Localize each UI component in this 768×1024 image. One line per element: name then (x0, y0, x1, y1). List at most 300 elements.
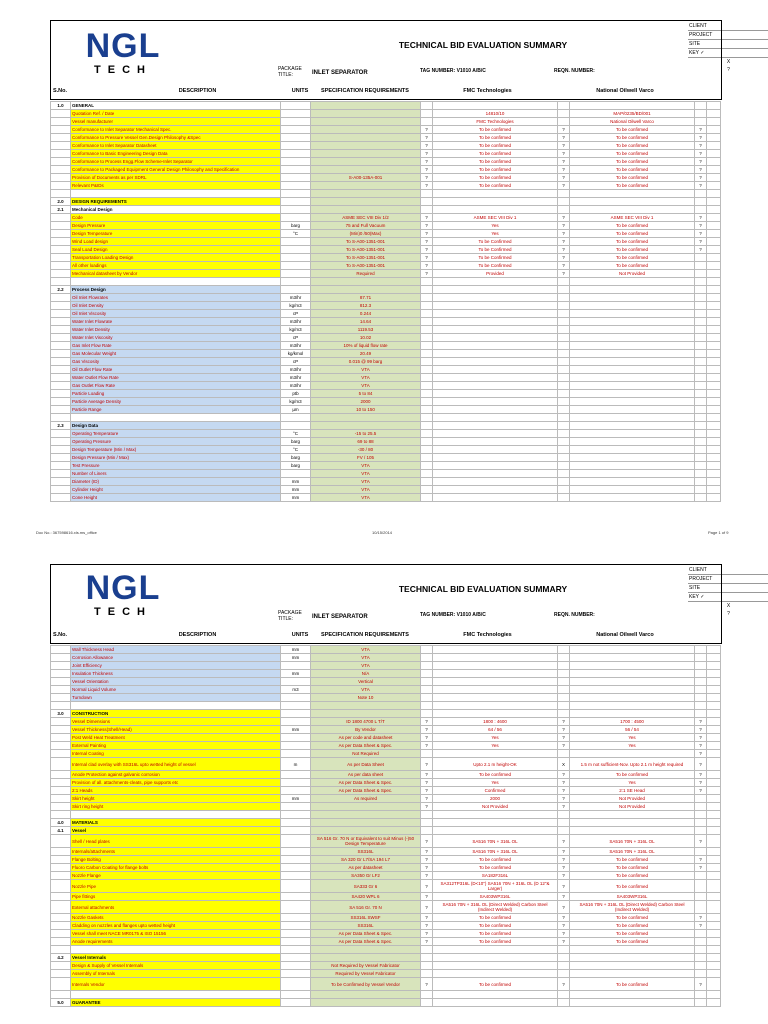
description-cell: Corrosion Allowance (71, 654, 281, 662)
table-row (51, 803, 721, 811)
vendor1-cell (433, 446, 558, 454)
blank-cell (707, 962, 721, 970)
blank-cell (707, 734, 721, 742)
spec-cell: VTA (311, 686, 421, 694)
vendor1-cell (433, 374, 558, 382)
units-cell: m3/hr (281, 366, 311, 374)
vendor1-flag-cell (421, 819, 433, 827)
status-flag-cell (695, 350, 707, 358)
vendor1-cell: To be Confirmed (433, 238, 558, 246)
spec-cell: -30 / 80 (311, 446, 421, 454)
spec-cell (311, 954, 421, 962)
units-cell (281, 999, 311, 1007)
units-cell: mm (281, 670, 311, 678)
description-cell: Particle Loading (71, 390, 281, 398)
table-row (51, 880, 721, 893)
status-flag-cell: ? (695, 750, 707, 758)
blank-cell (707, 856, 721, 864)
vendor2-cell: Yes (570, 734, 695, 742)
description-cell: Turndown (71, 694, 281, 702)
vendor1-flag-cell (421, 366, 433, 374)
vendor2-flag-cell: ? (558, 803, 570, 811)
table-row (51, 694, 721, 702)
vendor1-flag-cell (421, 962, 433, 970)
blank-cell (707, 999, 721, 1007)
vendor1-flag-cell (421, 494, 433, 502)
description-cell: Skirt height (71, 795, 281, 803)
status-flag-cell (695, 382, 707, 390)
spec-cell: As per data sheet (311, 771, 421, 779)
table-row (51, 166, 721, 174)
spec-cell (311, 803, 421, 811)
sno-cell (51, 835, 71, 848)
vendor2-flag-cell (558, 654, 570, 662)
units-cell (281, 414, 311, 422)
units-cell: °C (281, 446, 311, 454)
package-value: INLET SEPARATOR (312, 70, 368, 76)
blank-cell (707, 254, 721, 262)
units-cell (281, 771, 311, 779)
blank-cell (707, 803, 721, 811)
description-cell: Particle Range (71, 406, 281, 414)
description-cell: Vessel shall meet NACE MR0175 & ISO 15156 (71, 930, 281, 938)
units-cell (281, 702, 311, 710)
blank-cell (707, 702, 721, 710)
sno-cell (51, 718, 71, 726)
vendor2-flag-cell: ? (558, 150, 570, 158)
sno-cell (51, 922, 71, 930)
vendor1-flag-cell (421, 310, 433, 318)
vendor1-cell (433, 470, 558, 478)
sno-cell (51, 126, 71, 134)
spec-cell: 75 and Full Vacuum (311, 222, 421, 230)
description-cell: Gas Molecular Weight (71, 350, 281, 358)
vendor2-cell (570, 694, 695, 702)
spec-cell (311, 999, 421, 1007)
vendor2-cell: To be confirmed (570, 222, 695, 230)
sno-cell (51, 358, 71, 366)
vendor2-cell: Yes (570, 779, 695, 787)
description-cell: Provision of all. attachments-cleats, pipe supports etc (71, 779, 281, 787)
table-row (51, 827, 721, 835)
spec-cell (311, 946, 421, 954)
spec-cell (311, 710, 421, 718)
spec-cell: Required by Vessel Fabricator (311, 970, 421, 978)
description-cell: Cylinder Height (71, 486, 281, 494)
key-x: X (726, 59, 731, 65)
vendor1-flag-cell: ? (421, 182, 433, 190)
sno-cell: 2.0 (51, 198, 71, 206)
sno-cell (51, 262, 71, 270)
spec-cell (311, 134, 421, 142)
spec-cell: 20.49 (311, 350, 421, 358)
vendor1-flag-cell: ? (421, 166, 433, 174)
vendor2-flag-cell (558, 366, 570, 374)
table-row (51, 991, 721, 999)
status-flag-cell (695, 462, 707, 470)
vendor2-cell (570, 366, 695, 374)
table-row (51, 398, 721, 406)
spec-cell: To S-A00-1351-001 (311, 246, 421, 254)
table-row (51, 970, 721, 978)
spec-cell: VTA (311, 374, 421, 382)
blank-cell (707, 758, 721, 771)
spec-cell: SA333 Gr 6 (311, 880, 421, 893)
sno-cell (51, 142, 71, 150)
units-cell (281, 946, 311, 954)
vendor1-cell (433, 750, 558, 758)
vendor1-cell (433, 827, 558, 835)
description-cell: Anode Protection against galvanic corrosion (71, 771, 281, 779)
spec-cell: 69 to 88 (311, 438, 421, 446)
blank-cell (707, 374, 721, 382)
vendor1-flag-cell: ? (421, 270, 433, 278)
units-cell (281, 901, 311, 914)
vendor1-cell (433, 462, 558, 470)
vendor1-cell (433, 494, 558, 502)
vendor2-cell: 56 / 54 (570, 726, 695, 734)
status-flag-cell: ? (695, 864, 707, 872)
table-row (51, 246, 721, 254)
status-flag-cell (695, 494, 707, 502)
blank-cell (707, 334, 721, 342)
units-cell: cP (281, 310, 311, 318)
status-flag-cell (695, 302, 707, 310)
blank-cell (707, 742, 721, 750)
blank-cell (707, 470, 721, 478)
table-row (51, 999, 721, 1007)
vendor2-cell (570, 286, 695, 294)
description-cell: Oil Inlet Flowrates (71, 294, 281, 302)
status-flag-cell (695, 827, 707, 835)
vendor2-flag-cell: ? (558, 222, 570, 230)
vendor1-cell: To be confirmed (433, 182, 558, 190)
vendor1-flag-cell (421, 486, 433, 494)
vendor2-flag-cell: ? (558, 718, 570, 726)
vendor1-cell (433, 102, 558, 110)
table-row (51, 486, 721, 494)
vendor1-flag-cell: ? (421, 835, 433, 848)
vendor2-flag-cell: ? (558, 938, 570, 946)
vendor1-flag-cell: ? (421, 872, 433, 880)
description-cell: Conformance to Inlet Separator Mechanical Spec. (71, 126, 281, 134)
vendor2-cell (570, 478, 695, 486)
status-flag-cell (695, 880, 707, 893)
sno-cell (51, 342, 71, 350)
sno-cell (51, 182, 71, 190)
description-cell: DESIGN REQUIREMENTS (71, 198, 281, 206)
table-row (51, 750, 721, 758)
units-cell (281, 110, 311, 118)
units-cell (281, 734, 311, 742)
units-cell (281, 827, 311, 835)
units-cell (281, 150, 311, 158)
vendor2-cell (570, 422, 695, 430)
description-cell: Anode requirements (71, 938, 281, 946)
description-cell: Internal clad overlay with SS316L upto wetted height of vessel (71, 758, 281, 771)
vendor1-cell: To be confirmed (433, 864, 558, 872)
status-flag-cell: ? (695, 246, 707, 254)
vendor1-flag-cell: ? (421, 742, 433, 750)
status-flag-cell (695, 318, 707, 326)
table-row (51, 478, 721, 486)
blank-cell (707, 819, 721, 827)
spec-cell: VTA (311, 470, 421, 478)
units-cell: barg (281, 438, 311, 446)
vendor1-flag-cell: ? (421, 254, 433, 262)
blank-cell (707, 872, 721, 880)
spec-cell: 14.64 (311, 318, 421, 326)
description-cell: Relevant P&IDs (71, 182, 281, 190)
vendor1-flag-cell (421, 278, 433, 286)
table-row (51, 734, 721, 742)
units-cell (281, 718, 311, 726)
blank-cell (707, 382, 721, 390)
blank-cell (707, 654, 721, 662)
vendor2-flag-cell: ? (558, 158, 570, 166)
spec-cell (311, 150, 421, 158)
key-question: ? (727, 67, 730, 73)
description-cell: Pipe fittings (71, 893, 281, 901)
vendor1-flag-cell (421, 350, 433, 358)
table-row (51, 222, 721, 230)
blank-cell (707, 422, 721, 430)
vendor1-cell (433, 398, 558, 406)
blank-cell (707, 262, 721, 270)
status-flag-cell (695, 938, 707, 946)
col-vendor1: FMC Technologies (463, 88, 512, 94)
vendor2-cell: SA403WP316L (570, 893, 695, 901)
sno-cell (51, 174, 71, 182)
reqn-number: REQN. NUMBER: (554, 612, 595, 618)
status-flag-cell (695, 646, 707, 654)
spec-cell (311, 190, 421, 198)
sno-cell (51, 734, 71, 742)
key-label: KEY ✓ (688, 593, 768, 602)
vendor2-flag-cell: ? (558, 230, 570, 238)
vendor2-flag-cell (558, 310, 570, 318)
description-cell: Vessel (71, 827, 281, 835)
sno-cell (51, 991, 71, 999)
table-row (51, 382, 721, 390)
status-flag-cell: ? (695, 978, 707, 991)
vendor1-cell: To be confirmed (433, 134, 558, 142)
spec-cell: SS316L (311, 922, 421, 930)
table-row (51, 710, 721, 718)
blank-cell (707, 406, 721, 414)
spec-cell: Not Required by Vessel Fabricator (311, 962, 421, 970)
sno-cell (51, 864, 71, 872)
blank-cell (707, 901, 721, 914)
vendor1-cell (433, 334, 558, 342)
sno-cell (51, 779, 71, 787)
vendor1-flag-cell (421, 302, 433, 310)
units-cell (281, 278, 311, 286)
sno-cell (51, 222, 71, 230)
vendor1-flag-cell (421, 438, 433, 446)
key-site: SITE (688, 584, 768, 593)
sno-cell (51, 880, 71, 893)
vendor2-cell: MAP/0235/BD/001 (570, 110, 695, 118)
vendor2-cell (570, 198, 695, 206)
vendor1-cell: SA312TP316L (D<10") SA516 70N + 316L OL (D 12"& Larger) (433, 880, 558, 893)
vendor2-flag-cell: ? (558, 914, 570, 922)
description-cell: GUARANTEE (71, 999, 281, 1007)
blank-cell (707, 126, 721, 134)
vendor1-flag-cell (421, 686, 433, 694)
table-row (51, 771, 721, 779)
vendor1-flag-cell: ? (421, 856, 433, 864)
table-row (51, 811, 721, 819)
blank-cell (707, 946, 721, 954)
units-cell (281, 470, 311, 478)
spec-cell: Vertical (311, 678, 421, 686)
units-cell (281, 422, 311, 430)
vendor1-flag-cell: ? (421, 718, 433, 726)
status-flag-cell: ? (695, 771, 707, 779)
vendor1-cell (433, 438, 558, 446)
description-cell: Shell / Head plates (71, 835, 281, 848)
status-flag-cell (695, 999, 707, 1007)
vendor1-cell (433, 294, 558, 302)
description-cell: Assembly of Internals (71, 970, 281, 978)
spec-cell (311, 198, 421, 206)
units-cell (281, 190, 311, 198)
vendor1-flag-cell (421, 991, 433, 999)
status-flag-cell (695, 294, 707, 302)
vendor2-cell: To be confirmed (570, 978, 695, 991)
description-cell: Operating Temperature (71, 430, 281, 438)
sno-cell (51, 134, 71, 142)
vendor2-flag-cell (558, 334, 570, 342)
description-cell: Provision of Documents as per SDRL (71, 174, 281, 182)
units-cell: mm (281, 654, 311, 662)
blank-cell (707, 222, 721, 230)
vendor2-cell (570, 678, 695, 686)
vendor2-flag-cell: ? (558, 978, 570, 991)
vendor2-flag-cell: ? (558, 779, 570, 787)
description-cell (71, 811, 281, 819)
status-flag-cell: ? (695, 726, 707, 734)
spec-cell (311, 142, 421, 150)
status-flag-cell (695, 118, 707, 126)
vendor2-flag-cell (558, 278, 570, 286)
description-cell: Number of Liners (71, 470, 281, 478)
description-cell (71, 414, 281, 422)
status-flag-cell (695, 872, 707, 880)
table-row (51, 102, 721, 110)
status-flag-cell: ? (695, 150, 707, 158)
sno-cell (51, 686, 71, 694)
description-cell: Design Pressure (71, 222, 281, 230)
vendor1-flag-cell: ? (421, 914, 433, 922)
sno-cell (51, 771, 71, 779)
vendor2-flag-cell: ? (558, 880, 570, 893)
spec-cell: -15 to 25.5 (311, 430, 421, 438)
spec-cell: VTA (311, 382, 421, 390)
vendor1-cell (433, 382, 558, 390)
vendor2-cell: Not Provided (570, 803, 695, 811)
table-row (51, 856, 721, 864)
blank-cell (707, 134, 721, 142)
vendor1-cell: SA182F316L (433, 872, 558, 880)
vendor2-flag-cell (558, 422, 570, 430)
vendor1-flag-cell (421, 811, 433, 819)
table-row (51, 795, 721, 803)
blank-cell (707, 318, 721, 326)
spec-cell: FV / 105 (311, 454, 421, 462)
table-row (51, 270, 721, 278)
spec-cell: As per Data Sheet & Spec. (311, 787, 421, 795)
vendor2-cell: To be confirmed (570, 938, 695, 946)
description-cell: Skirt ring height (71, 803, 281, 811)
table-row (51, 864, 721, 872)
status-flag-cell: ? (695, 779, 707, 787)
blank-cell (707, 914, 721, 922)
units-cell (281, 922, 311, 930)
vendor2-cell: To be confirmed (570, 872, 695, 880)
vendor2-flag-cell: ? (558, 835, 570, 848)
blank-cell (707, 848, 721, 856)
vendor2-flag-cell (558, 102, 570, 110)
vendor2-cell: To be confirmed (570, 174, 695, 182)
vendor2-flag-cell (558, 710, 570, 718)
vendor1-cell (433, 414, 558, 422)
vendor1-cell: Yes (433, 230, 558, 238)
sno-cell (51, 938, 71, 946)
spec-cell: 1119.53 (311, 326, 421, 334)
reqn-number: REQN. NUMBER: (554, 68, 595, 74)
vendor1-flag-cell: ? (421, 246, 433, 254)
footer-doc-no: Doc No.: 367598616.xls.ms_office (36, 530, 97, 535)
description-cell: Oil Outlet Flow Rate (71, 366, 281, 374)
vendor2-cell (570, 750, 695, 758)
table-row (51, 494, 721, 502)
spec-cell: SS316L (311, 848, 421, 856)
description-cell: GENERAL (71, 102, 281, 110)
col-units: UNITS (291, 632, 309, 638)
sno-cell (51, 446, 71, 454)
units-cell: kg/m3 (281, 398, 311, 406)
vendor2-flag-cell (558, 999, 570, 1007)
vendor1-cell: To be confirmed (433, 856, 558, 864)
vendor1-cell (433, 694, 558, 702)
description-cell: Diameter (ID) (71, 478, 281, 486)
vendor1-cell: To be confirmed (433, 771, 558, 779)
evaluation-table-page2 (50, 645, 721, 1007)
logo-sub-text: TECH (94, 64, 152, 76)
sno-cell (51, 962, 71, 970)
units-cell (281, 962, 311, 970)
status-flag-cell (695, 686, 707, 694)
sno-cell (51, 118, 71, 126)
sno-cell (51, 454, 71, 462)
units-cell (281, 102, 311, 110)
vendor2-flag-cell: ? (558, 214, 570, 222)
status-flag-cell (695, 893, 707, 901)
vendor1-cell: To be confirmed (433, 142, 558, 150)
table-row (51, 742, 721, 750)
vendor2-cell: Yes (570, 742, 695, 750)
description-cell: Vessel Dimensions (71, 718, 281, 726)
table-row (51, 278, 721, 286)
vendor2-cell (570, 962, 695, 970)
vendor2-flag-cell (558, 342, 570, 350)
spec-cell (311, 206, 421, 214)
description-cell: Conformance to Inlet Separator Datasheet (71, 142, 281, 150)
vendor2-cell: To be confirmed (570, 150, 695, 158)
table-row (51, 422, 721, 430)
